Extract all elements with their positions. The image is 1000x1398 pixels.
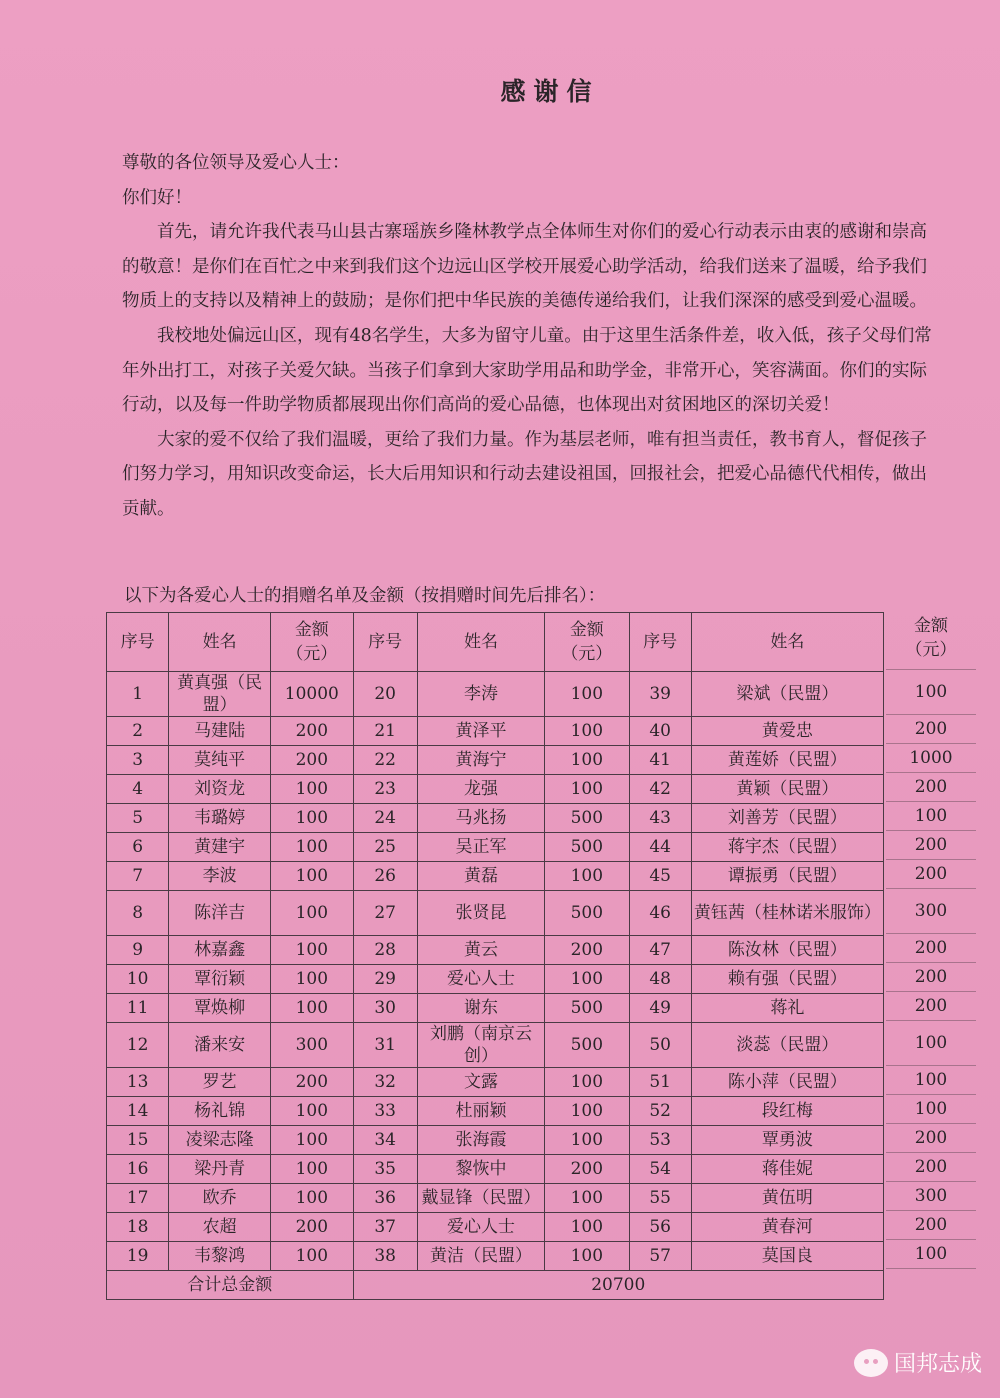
cell-amount: 200 (271, 717, 354, 746)
cell-name: 张贤昆 (417, 891, 544, 936)
greeting: 尊敬的各位领导及爱心人士： (122, 153, 350, 173)
cell-no: 31 (353, 1023, 417, 1068)
cell-no: 50 (629, 1023, 691, 1068)
table-row (107, 891, 884, 936)
cell-no: 43 (629, 804, 691, 833)
cell-amount: 100 (271, 1184, 354, 1213)
cell-name: 谢东 (417, 994, 544, 1023)
cell-amount: 500 (545, 833, 629, 862)
cell-amount: 300 (886, 1182, 976, 1211)
table-row (107, 1242, 884, 1271)
cell-no: 56 (629, 1213, 691, 1242)
cell-amount: 200 (886, 860, 976, 889)
cell-amount: 100 (545, 965, 629, 994)
cell-no: 42 (629, 775, 691, 804)
cell-no: 52 (629, 1097, 691, 1126)
cell-amount: 200 (271, 746, 354, 775)
cell-amount: 100 (271, 1242, 354, 1271)
cell-amount: 100 (271, 891, 354, 936)
cell-amount: 500 (545, 1023, 629, 1068)
cell-name: 林嘉鑫 (169, 936, 271, 965)
cell-no: 36 (353, 1184, 417, 1213)
cell-amount: 200 (545, 1155, 629, 1184)
header-name: 姓名 (691, 613, 883, 672)
table-row (107, 1068, 884, 1097)
cell-no: 46 (629, 891, 691, 936)
header-amount: 金额 （元） (545, 613, 629, 672)
cell-name: 覃勇波 (691, 1126, 883, 1155)
cell-no: 7 (107, 862, 169, 891)
cell-name: 农超 (169, 1213, 271, 1242)
table-row (107, 965, 884, 994)
cell-no: 40 (629, 717, 691, 746)
cell-amount: 100 (271, 1155, 354, 1184)
header-amount: 金额 （元） (886, 612, 976, 670)
cell-no: 28 (353, 936, 417, 965)
cell-name: 爱心人士 (417, 1213, 544, 1242)
cell-name: 韦黎鸿 (169, 1242, 271, 1271)
cell-name: 蒋宇杰（民盟） (691, 833, 883, 862)
cell-amount: 200 (271, 1068, 354, 1097)
header-amount: 金额 （元） (271, 613, 354, 672)
cell-no: 20 (353, 672, 417, 717)
cell-amount: 100 (545, 775, 629, 804)
table-row (107, 1213, 884, 1242)
cell-name: 赖有强（民盟） (691, 965, 883, 994)
cell-no: 27 (353, 891, 417, 936)
cell-name: 潘来安 (169, 1023, 271, 1068)
table-row (107, 1126, 884, 1155)
cell-name: 马建陆 (169, 717, 271, 746)
cell-name: 凌梁志隆 (169, 1126, 271, 1155)
cell-name: 谭振勇（民盟） (691, 862, 883, 891)
cell-name: 吴正军 (417, 833, 544, 862)
total-label: 合计总金额 (107, 1271, 354, 1300)
cell-no: 45 (629, 862, 691, 891)
cell-name: 黄建宇 (169, 833, 271, 862)
table-row (107, 717, 884, 746)
paragraph: 大家的爱不仅给了我们温暖，更给了我们力量。作为基层老师，唯有担当责任，教书育人，督促孩子们努力学习，用知识改变命运，长大后用知识和行动去建设祖国，回报社会，把爱心品德代代相传，做出贡献。 (122, 429, 927, 519)
cell-name: 蒋佳妮 (691, 1155, 883, 1184)
cell-name: 爱心人士 (417, 965, 544, 994)
header-no: 序号 (107, 613, 169, 672)
cell-amount: 100 (545, 1097, 629, 1126)
cell-name: 陈小萍（民盟） (691, 1068, 883, 1097)
table-row (107, 994, 884, 1023)
cell-name: 韦璐婷 (169, 804, 271, 833)
table-row (107, 746, 884, 775)
cell-amount: 100 (886, 1095, 976, 1124)
cell-name: 刘鹏（南京云创） (417, 1023, 544, 1068)
cell-no: 3 (107, 746, 169, 775)
cell-amount: 100 (271, 1126, 354, 1155)
cell-no: 10 (107, 965, 169, 994)
table-row (107, 1184, 884, 1213)
cell-amount: 200 (886, 963, 976, 992)
letter-body (122, 146, 942, 527)
header-no: 序号 (353, 613, 417, 672)
cell-no: 34 (353, 1126, 417, 1155)
cell-no: 57 (629, 1242, 691, 1271)
cell-amount: 500 (545, 891, 629, 936)
cell-name: 陈汝林（民盟） (691, 936, 883, 965)
cell-amount: 100 (271, 1097, 354, 1126)
cell-name: 陈洋吉 (169, 891, 271, 936)
table-row (107, 1023, 884, 1068)
cell-no: 24 (353, 804, 417, 833)
cell-name: 覃衍颖 (169, 965, 271, 994)
cell-amount: 100 (545, 1242, 629, 1271)
cell-no: 19 (107, 1242, 169, 1271)
cell-no: 14 (107, 1097, 169, 1126)
cell-no: 9 (107, 936, 169, 965)
cell-no: 21 (353, 717, 417, 746)
cell-no: 33 (353, 1097, 417, 1126)
cell-name: 龙强 (417, 775, 544, 804)
cell-amount: 100 (886, 802, 976, 831)
cell-amount: 100 (271, 833, 354, 862)
cell-name: 李涛 (417, 672, 544, 717)
cell-amount: 500 (545, 994, 629, 1023)
cell-no: 37 (353, 1213, 417, 1242)
cell-no: 55 (629, 1184, 691, 1213)
paragraph: 我校地处偏远山区，现有48名学生，大多为留守儿童。由于这里生活条件差，收入低，孩子父母们常年外出打工，对孩子关爱欠缺。当孩子们拿到大家助学用品和助学金，非常开心，笑容满面。你们的实际行动，以及每一件助学物质都展现出你们高尚的爱心品德，也体现出对贫困地区的深切关爱！ (122, 325, 932, 416)
cell-name: 李波 (169, 862, 271, 891)
header-name: 姓名 (169, 613, 271, 672)
cell-amount: 100 (271, 965, 354, 994)
cell-amount: 200 (886, 992, 976, 1021)
cell-no: 35 (353, 1155, 417, 1184)
cell-name: 黄伍明 (691, 1184, 883, 1213)
cell-no: 1 (107, 672, 169, 717)
cell-no: 22 (353, 746, 417, 775)
cell-name: 黄泽平 (417, 717, 544, 746)
cell-no: 26 (353, 862, 417, 891)
total-value: 20700 (353, 1271, 883, 1300)
cell-no: 49 (629, 994, 691, 1023)
cell-name: 文露 (417, 1068, 544, 1097)
paragraph: 首先，请允许我代表马山县古寨瑶族乡隆林教学点全体师生对你们的爱心行动表示由衷的感谢和崇高的敬意！是你们在百忙之中来到我们这个边远山区学校开展爱心助学活动，给我们送来了温暖，给予我们物质上的支持以及精神上的鼓励；是你们把中华民族的美德传递给我们，让我们深深的感受到爱心温暖。 (122, 222, 927, 312)
cell-name: 覃焕柳 (169, 994, 271, 1023)
table-row (107, 833, 884, 862)
cell-no: 23 (353, 775, 417, 804)
letter-title: 感谢信 (500, 77, 600, 106)
cell-no: 41 (629, 746, 691, 775)
amount-column-3 (886, 612, 976, 1269)
cell-amount: 100 (545, 862, 629, 891)
table-row (107, 862, 884, 891)
cell-no: 8 (107, 891, 169, 936)
header-no: 序号 (629, 613, 691, 672)
cell-amount: 100 (545, 1213, 629, 1242)
cell-no: 5 (107, 804, 169, 833)
cell-no: 17 (107, 1184, 169, 1213)
table-row (107, 775, 884, 804)
cell-amount: 200 (886, 1153, 976, 1182)
cell-no: 29 (353, 965, 417, 994)
cell-name: 黄洁（民盟） (417, 1242, 544, 1271)
cell-name: 梁丹青 (169, 1155, 271, 1184)
cell-no: 48 (629, 965, 691, 994)
wechat-icon (854, 1349, 888, 1377)
cell-amount: 100 (886, 1240, 976, 1269)
hello: 你们好！ (122, 187, 192, 208)
cell-name: 黄颖（民盟） (691, 775, 883, 804)
cell-no: 47 (629, 936, 691, 965)
table-row (107, 672, 884, 717)
cell-no: 53 (629, 1126, 691, 1155)
cell-name: 黄云 (417, 936, 544, 965)
cell-no: 44 (629, 833, 691, 862)
cell-amount: 100 (271, 775, 354, 804)
cell-name: 刘资龙 (169, 775, 271, 804)
cell-name: 罗艺 (169, 1068, 271, 1097)
cell-amount: 100 (545, 672, 629, 717)
table-header-row (107, 613, 884, 672)
cell-amount: 200 (886, 1211, 976, 1240)
cell-name: 黄春河 (691, 1213, 883, 1242)
watermark (854, 1347, 982, 1378)
cell-amount: 500 (545, 804, 629, 833)
cell-name: 段红梅 (691, 1097, 883, 1126)
cell-name: 杜丽颖 (417, 1097, 544, 1126)
cell-name: 黄钰茜（桂林诺米服饰） (691, 891, 883, 936)
cell-name: 杨礼锦 (169, 1097, 271, 1126)
cell-amount: 200 (886, 1124, 976, 1153)
cell-amount: 200 (886, 831, 976, 860)
cell-no: 51 (629, 1068, 691, 1097)
cell-name: 黎恢中 (417, 1155, 544, 1184)
cell-amount: 100 (271, 862, 354, 891)
cell-amount: 10000 (271, 672, 354, 717)
cell-name: 马兆扬 (417, 804, 544, 833)
cell-name: 刘善芳（民盟） (691, 804, 883, 833)
cell-no: 15 (107, 1126, 169, 1155)
cell-no: 11 (107, 994, 169, 1023)
cell-no: 6 (107, 833, 169, 862)
table-row (107, 1097, 884, 1126)
cell-amount: 200 (271, 1213, 354, 1242)
cell-name: 黄莲娇（民盟） (691, 746, 883, 775)
cell-name: 莫纯平 (169, 746, 271, 775)
total-row (107, 1271, 884, 1300)
donor-table (106, 612, 884, 1300)
cell-amount: 200 (886, 934, 976, 963)
cell-name: 梁斌（民盟） (691, 672, 883, 717)
cell-name: 黄爱忠 (691, 717, 883, 746)
cell-amount: 100 (545, 1068, 629, 1097)
table-row (107, 936, 884, 965)
table-intro: 以下为各爱心人士的捐赠名单及金额（按捐赠时间先后排名）： (124, 586, 606, 606)
cell-name: 黄海宁 (417, 746, 544, 775)
cell-no: 32 (353, 1068, 417, 1097)
cell-amount: 100 (886, 1021, 976, 1066)
cell-no: 13 (107, 1068, 169, 1097)
cell-no: 4 (107, 775, 169, 804)
cell-name: 戴显锋（民盟） (417, 1184, 544, 1213)
cell-amount: 200 (886, 773, 976, 802)
cell-amount: 1000 (886, 744, 976, 773)
cell-no: 2 (107, 717, 169, 746)
cell-amount: 300 (271, 1023, 354, 1068)
cell-amount: 100 (545, 1184, 629, 1213)
cell-amount: 100 (886, 1066, 976, 1095)
cell-name: 黄磊 (417, 862, 544, 891)
cell-no: 54 (629, 1155, 691, 1184)
cell-name: 黄真强（民盟） (169, 672, 271, 717)
watermark-text: 国邦志成 (893, 1352, 982, 1377)
header-name: 姓名 (417, 613, 544, 672)
cell-no: 18 (107, 1213, 169, 1242)
cell-name: 淡蕊（民盟） (691, 1023, 883, 1068)
cell-name: 张海霞 (417, 1126, 544, 1155)
cell-no: 12 (107, 1023, 169, 1068)
cell-name: 欧乔 (169, 1184, 271, 1213)
cell-amount: 100 (545, 1126, 629, 1155)
cell-amount: 100 (271, 994, 354, 1023)
cell-no: 30 (353, 994, 417, 1023)
cell-amount: 100 (271, 936, 354, 965)
cell-amount: 100 (545, 717, 629, 746)
cell-amount: 300 (886, 889, 976, 934)
cell-no: 38 (353, 1242, 417, 1271)
cell-amount: 200 (545, 936, 629, 965)
cell-amount: 100 (545, 746, 629, 775)
cell-no: 16 (107, 1155, 169, 1184)
cell-no: 39 (629, 672, 691, 717)
cell-no: 25 (353, 833, 417, 862)
cell-amount: 200 (886, 715, 976, 744)
table-row (107, 1155, 884, 1184)
cell-amount: 100 (886, 670, 976, 715)
cell-name: 蒋礼 (691, 994, 883, 1023)
table-row (107, 804, 884, 833)
cell-amount: 100 (271, 804, 354, 833)
cell-name: 莫国良 (691, 1242, 883, 1271)
